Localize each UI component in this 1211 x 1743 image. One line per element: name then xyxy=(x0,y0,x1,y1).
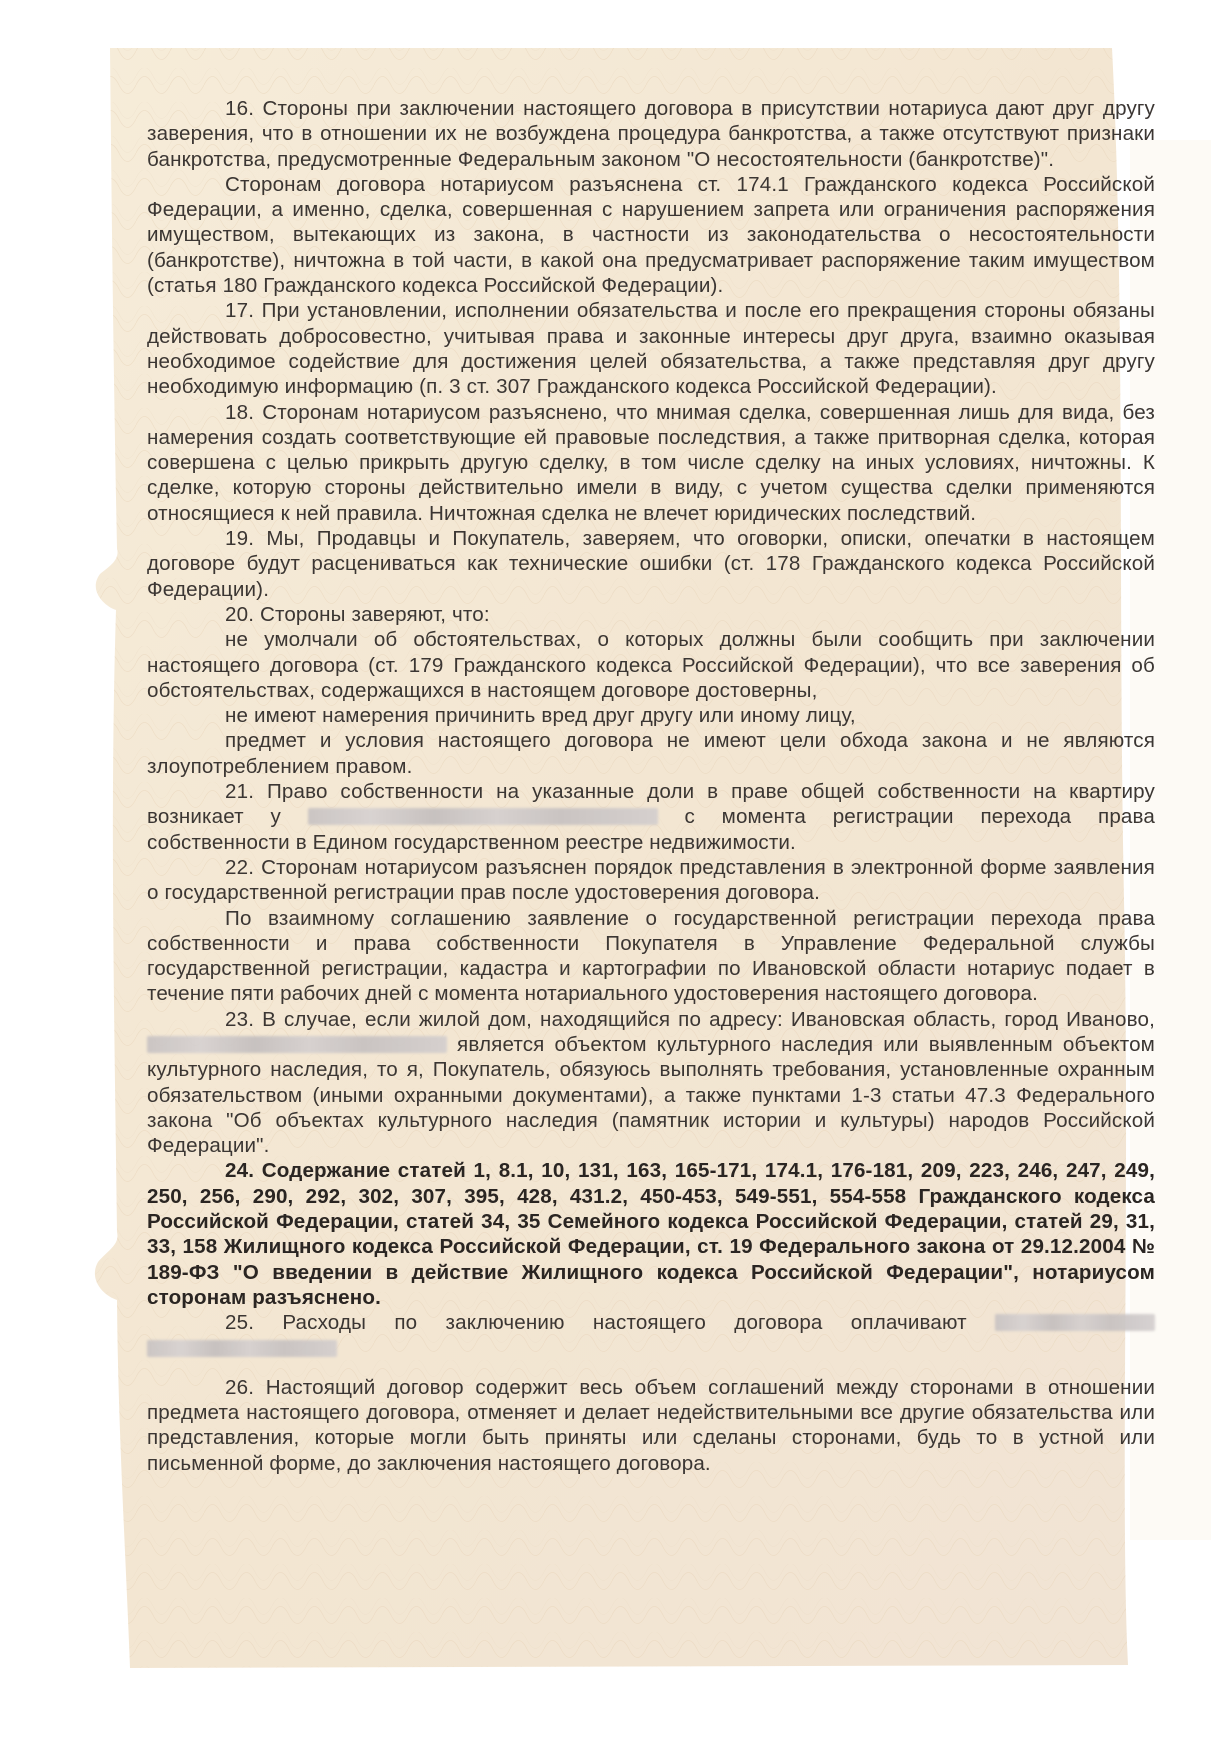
clause-23 xyxy=(147,1007,1155,1159)
clause-22: 22. Сторонам нотариусом разъяснен порядок представления в электронной форме заявления о государственной регистрации прав после удостоверения договора. xyxy=(147,855,1155,905)
redacted-address xyxy=(147,1036,447,1053)
contract-text xyxy=(147,96,1155,1476)
clause-21-text-after: с момента регистрации перехода права собственности в Едином государственном реестре недвижимости. xyxy=(147,805,1155,854)
clause-23-text-before: 23. В случае, если жилой дом, находящийся по адресу: Ивановская область, город Иваново, xyxy=(225,1007,1155,1031)
clause-25-text: 25. Расходы по заключению настоящего договора оплачивают xyxy=(225,1311,967,1335)
clause-16: 16. Стороны при заключении настоящего договора в присутствии нотариуса дают друг другу заверения, что в отношении их не возбуждена процедура банкротства, а также отсутствуют признаки банкротства, предусмотренные Федеральным законом "О несостоятельности (банкротстве)". xyxy=(147,97,1155,171)
clause-26: 26. Настоящий договор содержит весь объем соглашений между сторонами в отношении предмета настоящего договора, отменяет и делает недействительными все другие обязательства или представления, которые могли быть приняты или сделаны сторонами, будь то в устной или письменной форме, до заключения настоящего договора. xyxy=(147,1375,1155,1475)
redacted-name xyxy=(308,808,658,825)
redacted-payer-1 xyxy=(995,1314,1155,1331)
clause-21-text-before: 21. Право собственности на указанные доли в праве общей собственности на квартиру возникает у xyxy=(147,780,1155,829)
clause-20: 20. Стороны заверяют, что: xyxy=(225,602,490,626)
redacted-payer-2 xyxy=(147,1340,337,1357)
clause-24: 24. Содержание статей 1, 8.1, 10, 131, 163, 165-171, 174.1, 176-181, 209, 223, 246, 247, 249, 250, 256, 290, 292, 302, 307, 395, 428, 431.2, 450-453, 549-551, 554-558 Гражданского кодекса Российской Федерации, статей 34, 35 Семейного кодекса Российской Федерации, статей 29, 31, 33, 158 Жилищного кодекса Российской Федерации, ст. 19 Федерального закона от 29.12.2004 № 189-ФЗ "О введении в действие Жилищного кодекса Российской Федерации", нотариусом сторонам разъяснено. xyxy=(147,1159,1155,1309)
clause-20-item-2: не имеют намерения причинить вред друг другу или иному лицу, xyxy=(225,704,856,728)
clause-20-item-1: не умолчали об обстоятельствах, о которых должны были сообщить при заключении настоящего договора (ст. 179 Гражданского кодекса Российской Федерации), что все заверения об обстоятельствах, содержащихся в настоящем договоре достоверны, xyxy=(147,628,1155,702)
clause-16-note: Сторонам договора нотариусом разъяснена ст. 174.1 Гражданского кодекса Российской Федерации, а именно, сделка, совершенная с нарушением запрета или ограничения распоряжения имуществом, вытекающих из закона, в частности из законодательства о несостоятельности (банкротстве), ничтожна в той части, в какой она предусматривает распоряжение таким имуществом (статья 180 Гражданского кодекса Российской Федерации). xyxy=(147,172,1155,298)
clause-17: 17. При установлении, исполнении обязательства и после его прекращения стороны обязаны действовать добросовестно, учитывая права и законные интересы друг друга, взаимно оказывая необходимое содействие для достижения целей обязательства, а также представляя друг другу необходимую информацию (п. 3 ст. 307 Гражданского кодекса Российской Федерации). xyxy=(147,299,1155,399)
clause-22-note: По взаимному соглашению заявление о государственной регистрации перехода права собственности и права собственности Покупателя в Управление Федеральной службы государственной регистрации, кадастра и картографии по Ивановской области нотариус подает в течение пяти рабочих дней с момента нотариального удостоверения настоящего договора. xyxy=(147,906,1155,1006)
clause-21 xyxy=(147,779,1155,855)
clause-23-text-after: является объектом культурного наследия или выявленным объектом культурного наследия, то я, Покупатель, обязуюсь выполнять требования, установленные охранным обязательством (иными охранными документами), а также пунктами 1-3 статьи 47.3 Федерального закона "Об объектах культурного наследия (памятник истории и культуры) народов Российской Федерации". xyxy=(147,1032,1155,1158)
clause-20-item-3: предмет и условия настоящего договора не имеют цели обхода закона и не являются злоупотреблением правом. xyxy=(147,729,1155,778)
clause-19: 19. Мы, Продавцы и Покупатель, заверяем, что оговорки, описки, опечатки в настоящем договоре будут расцениваться как технические ошибки (ст. 178 Гражданского кодекса Российской Федерации). xyxy=(147,527,1155,601)
clause-18: 18. Сторонам нотариусом разъяснено, что мнимая сделка, совершенная лишь для вида, без намерения создать соответствующие ей правовые последствия, а также притворная сделка, которая совершена с целью прикрыть другую сделку, в том числе сделку на иных условиях, ничтожны. К сделке, которую стороны действительно имели в виду, с учетом существа сделки применяются относящиеся к ней правила. Ничтожная сделка не влечет юридических последствий. xyxy=(147,400,1155,525)
clause-25 xyxy=(147,1310,1155,1361)
